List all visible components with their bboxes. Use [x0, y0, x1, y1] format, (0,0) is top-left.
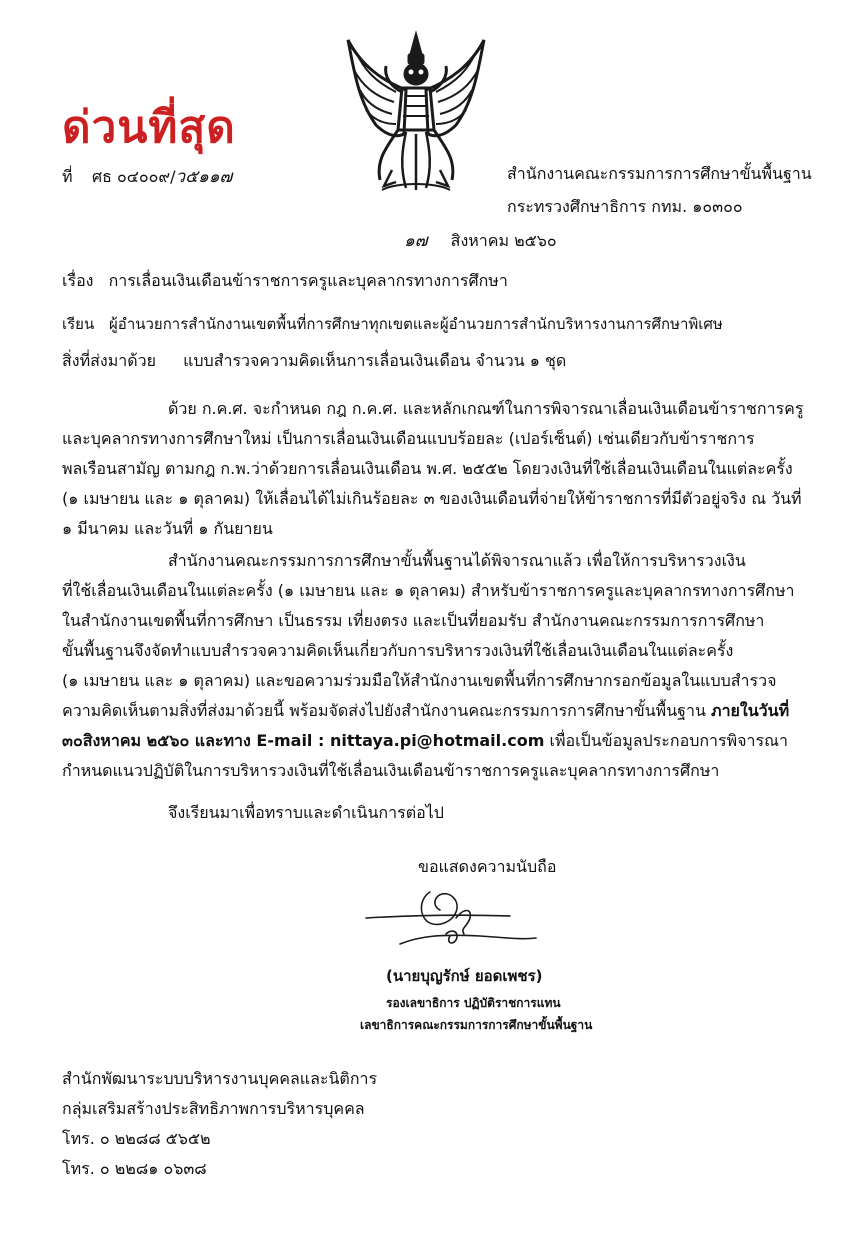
footer-group: กลุ่มเสริมสร้างประสิทธิภาพการบริหารบุคคล — [62, 1099, 365, 1118]
paragraph-line: (๑ เมษายน และ ๑ ตุลาคม) ให้เลื่อนได้ไม่เกินร้อยละ ๓ ของเงินเดือนที่จ่ายให้ข้าราชการที่มีตัวอยู่จริง ณ วันที่ — [62, 489, 802, 508]
handwritten-signature-icon — [360, 878, 540, 958]
date-month-year: สิงหาคม ๒๕๖๐ — [450, 231, 557, 250]
salutation: ขอแสดงความนับถือ — [418, 857, 557, 876]
ref-number-handwritten: ว๕๑๑๗ — [175, 167, 233, 187]
recipient-label: เรียน — [62, 315, 95, 333]
paragraph-line: ที่ใช้เลื่อนเงินเดือนในแต่ละครั้ง (๑ เมษายน และ ๑ ตุลาคม) สำหรับข้าราชการครูและบุคลากรทางการศึกษา — [62, 581, 795, 600]
deadline-emphasis: ภายในวันที่ — [711, 701, 790, 720]
subject-text: การเลื่อนเงินเดือนข้าราชการครูและบุคลากรทางการศึกษา — [108, 271, 508, 290]
paragraph-line — [62, 726, 824, 756]
urgency-stamp: ด่วนที่สุด — [62, 102, 236, 153]
body-paragraph-1 — [62, 394, 824, 544]
subject-label: เรื่อง — [62, 271, 94, 290]
paragraph-line: ด้วย ก.ค.ศ. จะกำหนด กฎ ก.ค.ศ. และหลักเกณฑ์ในการพิจารณาเลื่อนเงินเดือนข้าราชการครู — [168, 399, 804, 418]
deadline-email-emphasis: ๓๐สิงหาคม ๒๕๖๐ และทาง E-mail : nittaya.pi@hotmail.com — [62, 731, 545, 750]
paragraph-line-text: เพื่อเป็นข้อมูลประกอบการพิจารณา — [549, 731, 788, 750]
ref-number-printed: ศธ ๐๔๐๐๙/ — [92, 167, 176, 186]
paragraph-line: และบุคลากรทางการศึกษาใหม่ เป็นการเลื่อนเงินเดือนแบบร้อยละ (เปอร์เซ็นต์) เช่นเดียวกับข้าราชการ — [62, 429, 755, 448]
paragraph-line: กำหนดแนวปฏิบัติในการบริหารวงเงินที่ใช้เลื่อนเงินเดือนข้าราชการครูและบุคลากรทางการศึกษา — [62, 761, 720, 780]
paragraph-line: ๑ มีนาคม และวันที่ ๑ กันยายน — [62, 519, 273, 538]
paragraph-line-text: ความคิดเห็นตามสิ่งที่ส่งมาด้วยนี้ พร้อมจัดส่งไปยังสำนักงานคณะกรรมการการศึกษาขั้นพื้นฐาน — [62, 701, 706, 720]
paragraph-line: พลเรือนสามัญ ตามกฎ ก.พ.ว่าด้วยการเลื่อนเงินเดือน พ.ศ. ๒๕๕๒ โดยวงเงินที่ใช้เลื่อนเงินเดือนในแต่ละครั้ง — [62, 459, 793, 478]
footer-phone-1: โทร. ๐ ๒๒๘๘ ๕๖๕๒ — [62, 1129, 211, 1148]
subject-row — [62, 270, 508, 292]
signatory-name: (นายบุญรักษ์ ยอดเพชร) — [386, 967, 543, 985]
date-day-handwritten: ๑๗ — [404, 231, 428, 251]
garuda-emblem-icon — [336, 30, 496, 195]
footer-unit: สำนักพัฒนาระบบบริหารงานบุคคลและนิติการ — [62, 1069, 378, 1088]
signatory-position: เลขาธิการคณะกรรมการการศึกษาขั้นพื้นฐาน — [360, 1018, 593, 1032]
paragraph-line: สำนักงานคณะกรรมการการศึกษาขั้นพื้นฐานได้พิจารณาแล้ว เพื่อให้การบริหารวงเงิน — [168, 551, 746, 570]
paragraph-line: ในสำนักงานเขตพื้นที่การศึกษา เป็นธรรม เที่ยงตรง และเป็นที่ยอมรับ สำนักงานคณะกรรมการการศึกษา — [62, 611, 765, 630]
office-name: สำนักงานคณะกรรมการการศึกษาขั้นพื้นฐาน — [507, 164, 812, 183]
enclosure-text: แบบสำรวจความคิดเห็นการเลื่อนเงินเดือน จำนวน ๑ ชุด — [183, 351, 567, 370]
letter-date — [404, 230, 557, 252]
body-paragraph-2 — [62, 546, 824, 786]
paragraph-line — [62, 696, 824, 726]
enclosure-row — [62, 350, 566, 372]
footer-phone-2: โทร. ๐ ๒๒๘๑ ๐๖๓๘ — [62, 1159, 207, 1178]
recipient-row — [62, 314, 723, 335]
enclosure-label: สิ่งที่ส่งมาด้วย — [62, 351, 156, 370]
recipient-text: ผู้อำนวยการสำนักงานเขตพื้นที่การศึกษาทุกเขตและผู้อำนวยการสำนักบริหารงานการศึกษาพิเศษ — [109, 315, 723, 333]
paragraph-line: ขั้นพื้นฐานจึงจัดทำแบบสำรวจความคิดเห็นเกี่ยวกับการบริหารวงเงินที่ใช้เลื่อนเงินเดือนในแต่ละครั้ง — [62, 641, 734, 660]
signatory-title: รองเลขาธิการ ปฏิบัติราชการแทน — [386, 996, 561, 1010]
ref-number — [92, 166, 232, 188]
paragraph-line: (๑ เมษายน และ ๑ ตุลาคม) และขอความร่วมมือให้สำนักงานเขตพื้นที่การศึกษากรอกข้อมูลในแบบสำรวจ — [62, 671, 777, 690]
office-address: กระทรวงศึกษาธิการ กทม. ๑๐๓๐๐ — [507, 197, 743, 216]
closing-line: จึงเรียนมาเพื่อทราบและดำเนินการต่อไป — [168, 803, 444, 822]
ref-label: ที่ — [62, 167, 73, 186]
